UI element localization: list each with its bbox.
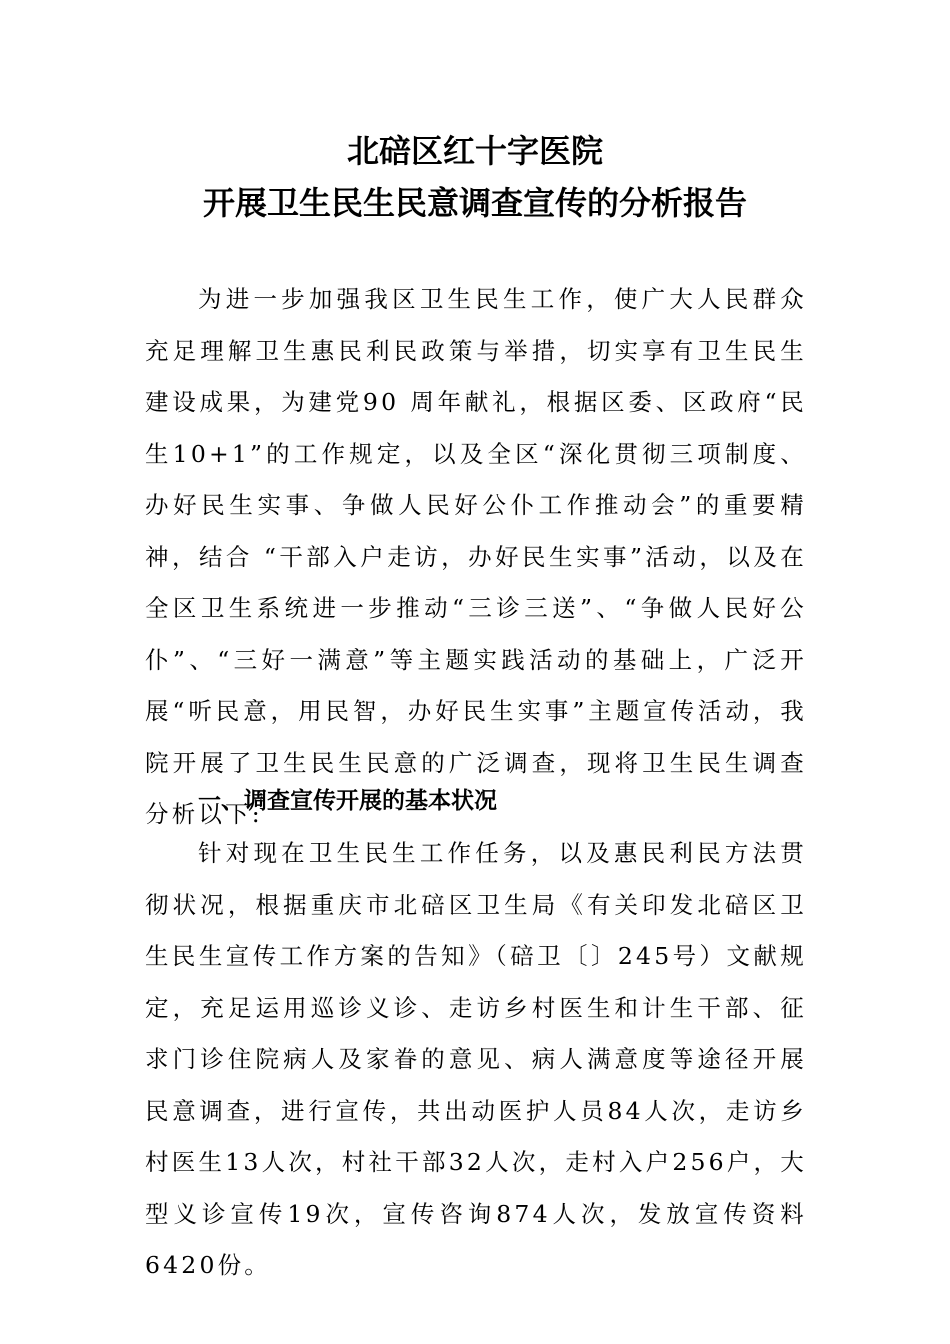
- document-title-line2: 开展卫生民生民意调查宣传的分析报告: [202, 184, 747, 222]
- section1-paragraph: 针对现在卫生民生工作任务，以及惠民利民方法贯彻状况，根据重庆市北碚区卫生局《有关印发北碚区卫生民生宣传工作方案的告知》（碚卫〔〕245号）文献规定，充足运用巡诊义诊、走访乡村医生和计生干部、征求门诊住院病人及家眷的意见、病人满意度等途径开展民意调查，进行宣传，共出动医护人员84人次，走访乡村医生13人次，村社干部32人次，走村入户256户，大型义诊宣传19次，宣传咨询874人次，发放宣传资料6420份。: [145, 839, 807, 1279]
- intro-paragraph: 为进一步加强我区卫生民生工作，使广大人民群众充足理解卫生惠民利民政策与举措，切实享有卫生民生建设成果，为建党90 周年献礼，根据区委、区政府“民生10+1”的工作规定，以及全区“深化贯彻三项制度、办好民生实事、争做人民好公仆工作推动会”的重要精神，结合 “干部入户走访，办好民生实事”活动，以及在全区卫生系统进一步推动“三诊三送”、“争做人民好公仆”、“三好一满意”等主题实践活动的基础上，广泛开展“听民意，用民智，办好民生实事”主题宣传活动，我院开展了卫生民生民意的广泛调查，现将卫生民生调查分析以下:: [145, 285, 807, 828]
- document-title-line1: 北碚区红十字医院: [346, 132, 603, 170]
- section-heading-1: 一、调查宣传开展的基本状况: [198, 788, 497, 814]
